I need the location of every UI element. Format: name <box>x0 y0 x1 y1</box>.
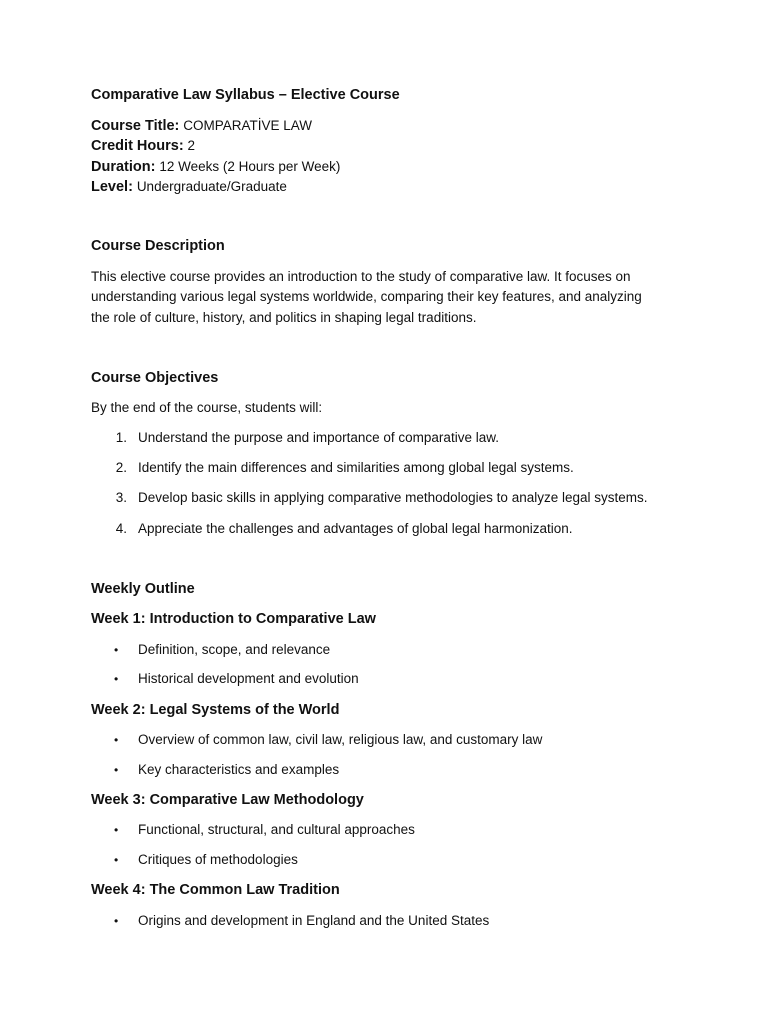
week-title: Week 4: The Common Law Tradition <box>91 882 340 898</box>
meta-value: COMPARATİVE LAW <box>183 118 313 133</box>
week-title: Week 2: Legal Systems of the World <box>91 702 340 718</box>
description-line: understanding various legal systems worldwide, comparing their key features, and analyzing <box>91 289 642 304</box>
bullet-text: Functional, structural, and cultural approaches <box>138 822 415 837</box>
bullet-icon: • <box>114 672 119 686</box>
document-title: Comparative Law Syllabus – Elective Course <box>91 87 400 103</box>
item-number: 2. <box>115 460 127 475</box>
item-text: Understand the purpose and importance of comparative law. <box>138 430 499 445</box>
bullet-text: Overview of common law, civil law, religious law, and customary law <box>138 732 543 747</box>
bullet-text: Historical development and evolution <box>138 671 359 686</box>
objectives-intro: By the end of the course, students will: <box>91 400 323 415</box>
bullet-text: Key characteristics and examples <box>138 762 340 777</box>
meta-duration <box>91 156 340 177</box>
meta-level <box>91 176 287 197</box>
bullet-text: Origins and development in England and the United States <box>138 913 490 928</box>
item-number: 1. <box>115 430 127 445</box>
bullet-icon: • <box>114 733 119 747</box>
item-text: Identify the main differences and similarities among global legal systems. <box>138 460 574 475</box>
objectives-heading: Course Objectives <box>91 370 219 386</box>
outline-heading: Weekly Outline <box>91 581 195 597</box>
meta-label: Level: <box>91 179 133 195</box>
bullet-icon: • <box>114 643 119 657</box>
item-text: Appreciate the challenges and advantages of global legal harmonization. <box>138 521 573 536</box>
bullet-icon: • <box>114 763 119 777</box>
meta-label: Credit Hours: <box>91 138 184 154</box>
week-title: Week 3: Comparative Law Methodology <box>91 792 364 808</box>
meta-credit-hours <box>91 135 195 156</box>
item-number: 4. <box>115 521 127 536</box>
bullet-text: Definition, scope, and relevance <box>138 642 331 657</box>
item-text: Develop basic skills in applying comparative methodologies to analyze legal systems. <box>138 490 648 505</box>
bullet-text: Critiques of methodologies <box>138 852 298 867</box>
description-line: the role of culture, history, and politics in shaping legal traditions. <box>91 310 477 325</box>
meta-label: Course Title: <box>91 118 180 134</box>
meta-value: 2 <box>187 138 196 153</box>
bullet-icon: • <box>114 914 119 928</box>
bullet-icon: • <box>114 823 119 837</box>
bullet-icon: • <box>114 853 119 867</box>
meta-label: Duration: <box>91 159 156 175</box>
meta-course-title <box>91 115 312 136</box>
description-heading: Course Description <box>91 238 225 254</box>
item-number: 3. <box>115 490 127 505</box>
description-line: This elective course provides an introduction to the study of comparative law. It focuses on <box>91 269 631 284</box>
week-title: Week 1: Introduction to Comparative Law <box>91 611 376 627</box>
meta-value: Undergraduate/Graduate <box>136 179 287 194</box>
meta-value: 12 Weeks (2 Hours per Week) <box>159 159 341 174</box>
